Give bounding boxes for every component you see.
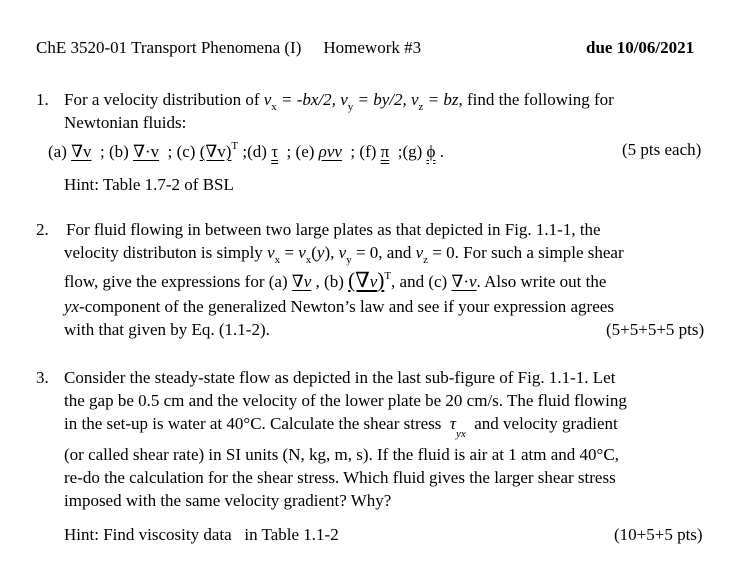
question-2-line-1: For fluid flowing in between two large plates as that depicted in Fig. 1.1-1, the [66, 220, 601, 239]
question-1-points: (5 pts each) [622, 140, 702, 159]
question-2-line-3: flow, give the expressions for (a) ∇v , (b) $(\nabla v)^T$, and (c) ∇·v. Also write out the [64, 268, 607, 292]
question-3-line-5: re-do the calculation for the shear stress. Which fluid gives the larger shear stress [64, 468, 616, 487]
item-f-expression: π [380, 142, 390, 161]
item-e-expression: ρvv [318, 142, 342, 161]
course-name: ChE 3520-01 Transport Phenomena (I) [36, 38, 302, 57]
question-1-line-1: For a velocity distribution of $v_x = -bx/2$, $v_y = by/2$, $v_z$ = bz, find the following for [64, 90, 614, 113]
question-1-hint: Hint: Table 1.7-2 of BSL [64, 175, 234, 194]
question-3-line-3: in the set-up is water at 40°C. Calculate the shear stress $\tau_{yx}$ and velocity gradient [64, 414, 618, 440]
due-date: due 10/06/2021 [586, 38, 695, 57]
question-2-number: 2. [36, 220, 49, 239]
item-a-expression: ∇v [71, 142, 92, 161]
question-3-line-4: (or called shear rate) in SI units (N, kg, m, s). If the fluid is air at 1 atm and 40°C, [64, 445, 619, 464]
question-3-points: (10+5+5 pts) [614, 525, 703, 544]
q2-div-v: ∇·v [451, 272, 477, 291]
question-3-hint: Hint: Find viscosity data in Table 1.1-2 [64, 525, 339, 544]
question-2-line-2: velocity distributon is simply $v_x = v_x(y)$, $v_y = 0$, and $v_z = 0$. For such a simple shear [64, 243, 624, 266]
question-3-line-2: the gap be 0.5 cm and the velocity of the lower plate be 20 cm/s. The fluid flowing [64, 391, 627, 410]
item-b-expression: ∇·v [133, 142, 160, 161]
question-2-line-5: with that given by Eq. (1.1-2). [64, 320, 270, 339]
course-title [36, 38, 421, 58]
homework-title: Homework #3 [323, 38, 422, 57]
question-3-line-1: Consider the steady-state flow as depicted in the last sub-figure of Fig. 1.1-1. Let [64, 368, 616, 387]
tau-symbol: τ [449, 414, 456, 433]
q2-grad-v-transpose: (∇v) [348, 268, 385, 292]
item-g-expression: ϕ [426, 142, 436, 161]
question-3-line-6: imposed with the same velocity gradient? Why? [64, 491, 392, 510]
question-1-line-2: Newtonian fluids: [64, 113, 187, 132]
question-3-number: 3. [36, 368, 49, 387]
question-1-items: (a) ∇v ; (b) ∇·v ; (c) $(\nabla v)^T$ ;(d) τ ; (e) ρvv ; (f) π ;(g) ϕ . [48, 140, 444, 161]
question-2-points: (5+5+5+5 pts) [606, 320, 705, 339]
question-2-line-4: yx-component of the generalized Newton’s law and see if your expression agrees [64, 297, 614, 316]
q2-grad-v: ∇v [291, 272, 312, 291]
item-c-expression: (∇v) [199, 142, 232, 161]
question-1-number: 1. [36, 90, 49, 109]
item-d-expression: τ [271, 142, 279, 161]
